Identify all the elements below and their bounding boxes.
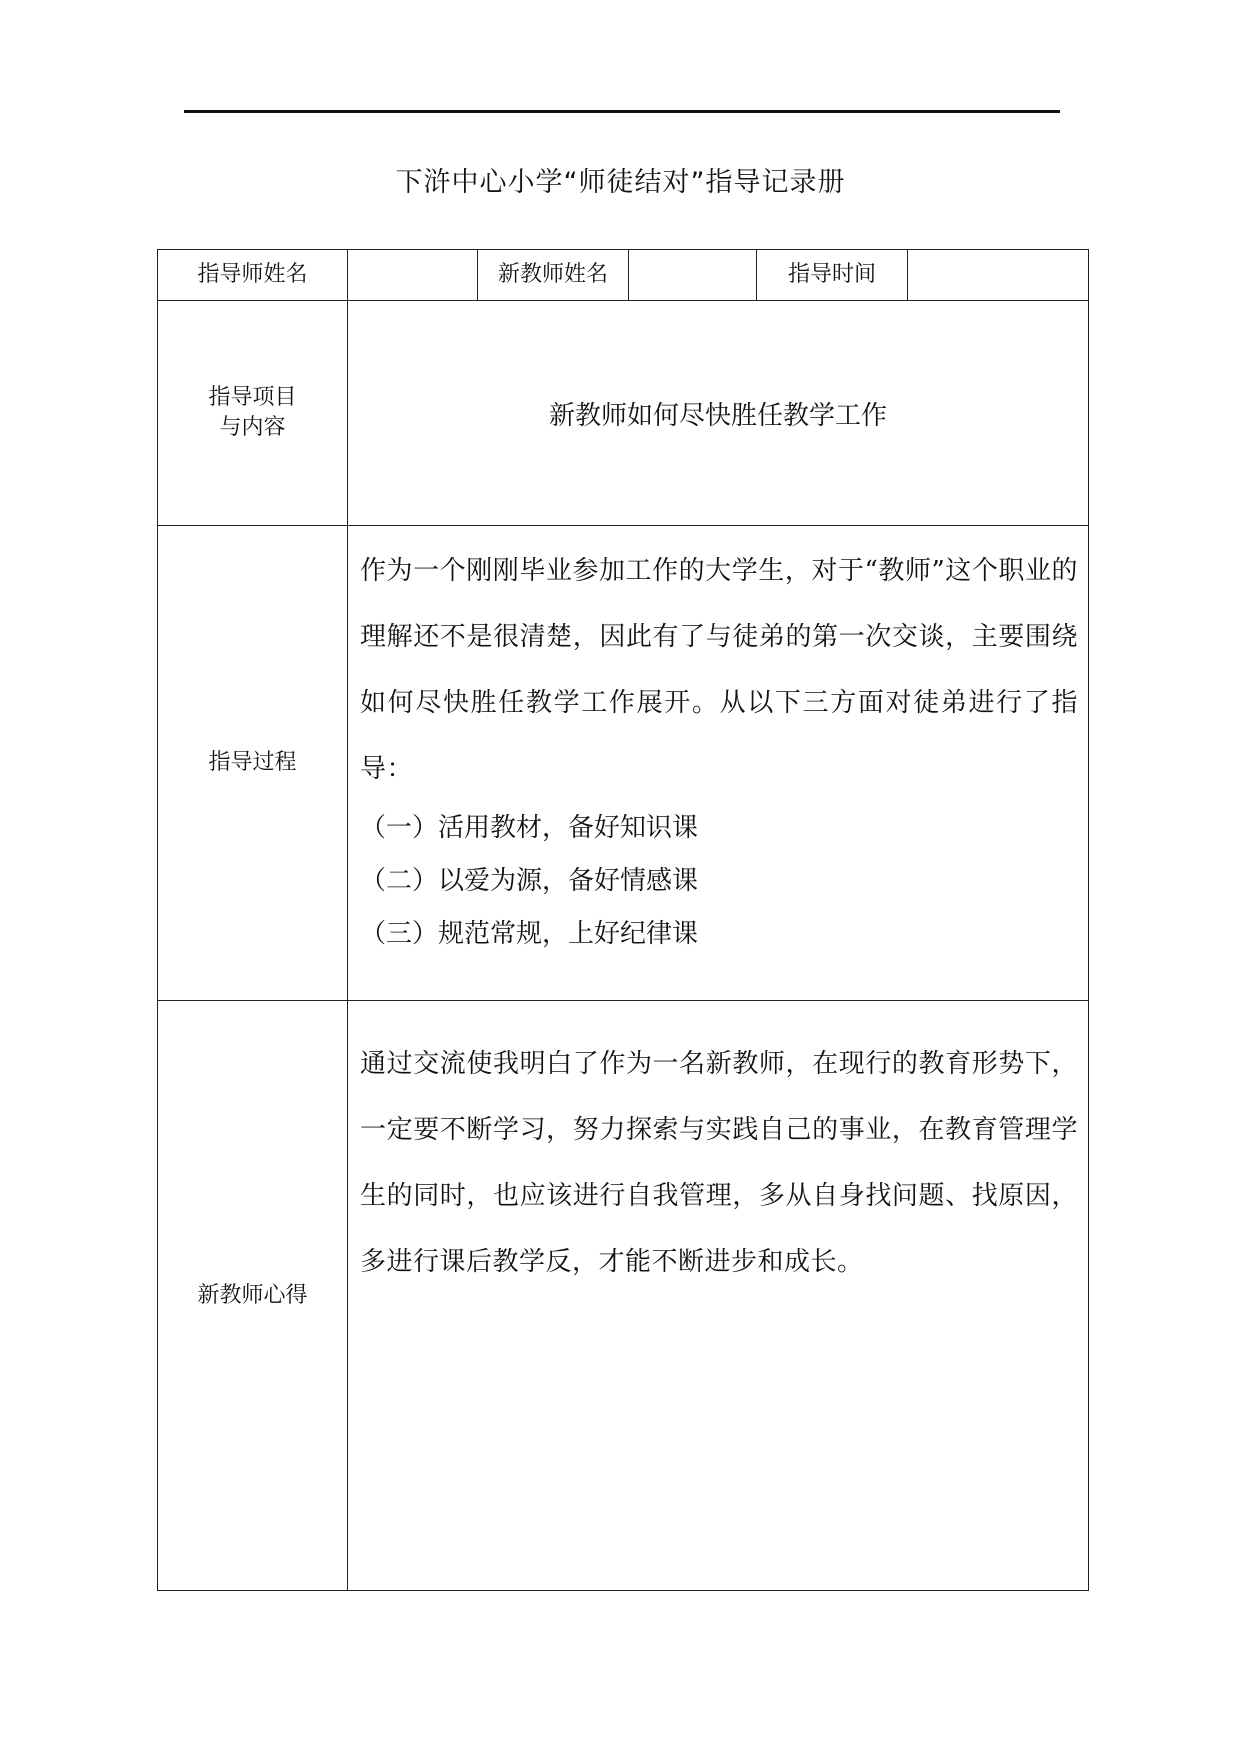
header-rule <box>184 110 1060 113</box>
reflection-row <box>158 1001 1089 1591</box>
process-item: （三）规范常规，上好纪律课 <box>360 919 699 949</box>
reflection-content <box>348 1001 1089 1591</box>
new-teacher-name-field[interactable] <box>629 250 757 301</box>
topic-label-line2: 与内容 <box>219 415 286 440</box>
header-row <box>158 250 1089 301</box>
reflection-paragraph: 通过交流使我明白了作为一名新教师，在现行的教育形势下，一定要不断学习，努力探索与实践自己的事业，在教育管理学生的同时，也应该进行自我管理，多从自身找问题、找原因，多进行课后教学反，才能不断进步和成长。 <box>360 1049 1078 1277</box>
mentor-name-label: 指导师姓名 <box>158 250 348 301</box>
process-paragraph: 作为一个刚刚毕业参加工作的大学生，对于“教师”这个职业的理解还不是很清楚，因此有了与徒弟的第一次交谈，主要围绕如何尽快胜任教学工作展开。从以下三方面对徒弟进行了指导： <box>360 556 1078 784</box>
process-row <box>158 526 1089 1001</box>
mentor-name-field[interactable] <box>348 250 478 301</box>
process-item: （一）活用教材，备好知识课 <box>360 813 699 843</box>
topic-row <box>158 301 1089 526</box>
topic-content: 新教师如何尽快胜任教学工作 <box>348 301 1089 526</box>
guidance-time-field[interactable] <box>908 250 1089 301</box>
record-table <box>157 249 1089 1591</box>
process-item: （二）以爱为源，备好情感课 <box>360 866 699 896</box>
topic-label <box>158 301 348 526</box>
reflection-label: 新教师心得 <box>158 1001 348 1591</box>
guidance-time-label: 指导时间 <box>757 250 908 301</box>
process-content <box>348 526 1089 1001</box>
document-title: 下浒中心小学“师徒结对”指导记录册 <box>395 167 846 198</box>
new-teacher-name-label: 新教师姓名 <box>478 250 629 301</box>
topic-label-line1: 指导项目 <box>208 385 297 410</box>
process-label: 指导过程 <box>158 526 348 1001</box>
process-item-list <box>360 802 1078 961</box>
